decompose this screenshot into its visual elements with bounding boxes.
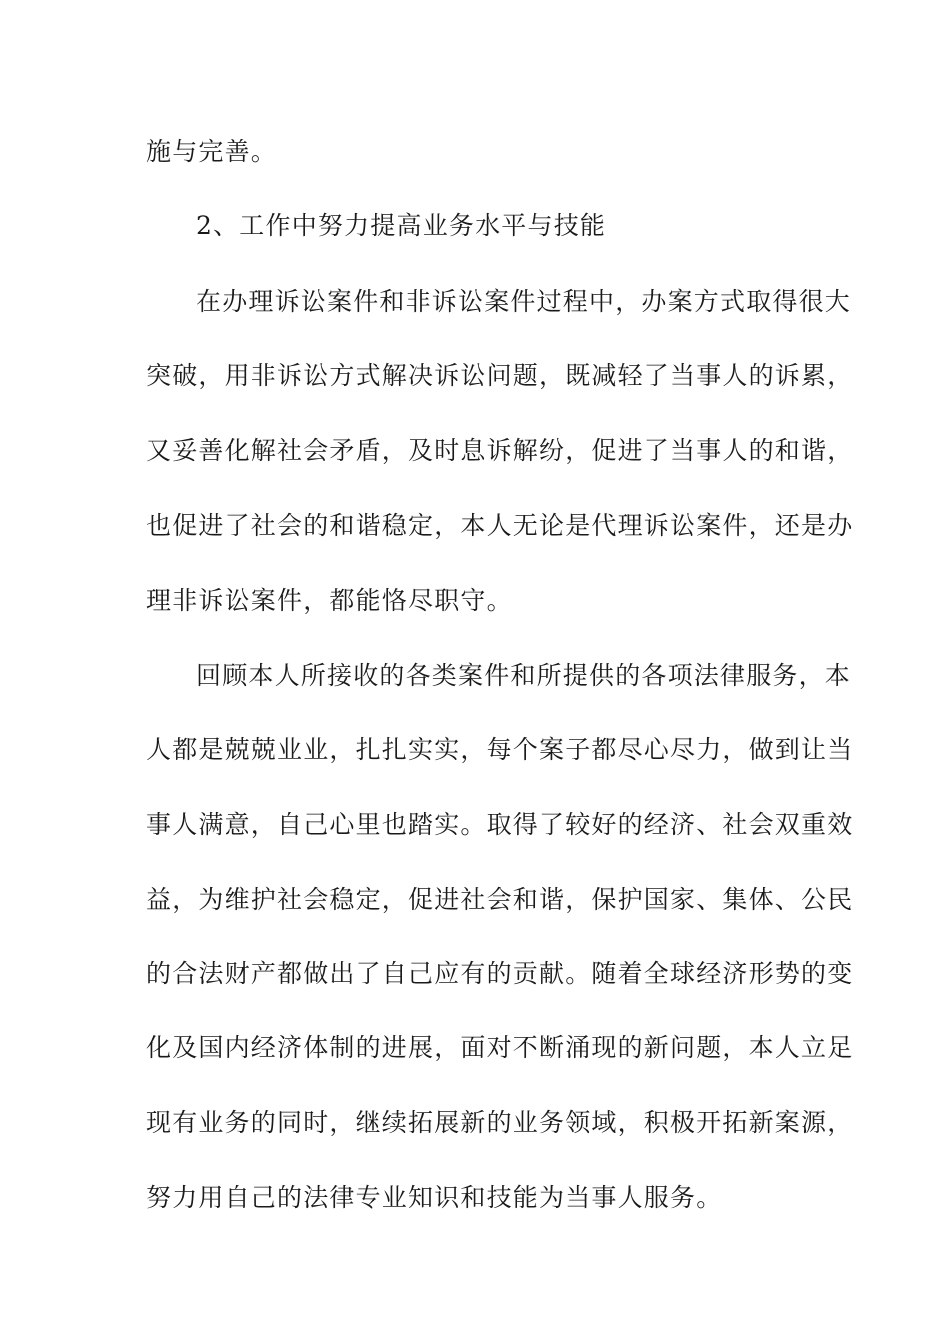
section-heading: 2、工作中努力提高业务水平与技能 [196, 211, 607, 240]
text-line: 的合法财产都做出了自己应有的贡献。随着全球经济形势的变 [146, 959, 854, 988]
text-line: 努力用自己的法律专业知识和技能为当事人服务。 [146, 1183, 723, 1212]
text-line: 现有业务的同时，继续拓展新的业务领域，积极开拓新案源， [146, 1108, 854, 1137]
text-line: 施与完善。 [146, 137, 278, 166]
text-line: 益，为维护社会稳定，促进社会和谐，保护国家、集体、公民 [146, 885, 854, 914]
text-line: 回顾本人所接收的各类案件和所提供的各项法律服务，本 [196, 661, 852, 690]
text-line: 人都是兢兢业业，扎扎实实，每个案子都尽心尽力，做到让当 [146, 735, 854, 764]
text-line: 化及国内经济体制的进展，面对不断涌现的新问题，本人立足 [146, 1033, 854, 1062]
text-line: 突破，用非诉讼方式解决诉讼问题，既减轻了当事人的诉累， [146, 361, 854, 390]
text-line: 又妥善化解社会矛盾，及时息诉解纷，促进了当事人的和谐， [146, 436, 854, 465]
text-line: 也促进了社会的和谐稳定，本人无论是代理诉讼案件，还是办 [146, 511, 854, 540]
text-line: 在办理诉讼案件和非诉讼案件过程中，办案方式取得很大 [196, 287, 852, 316]
text-line: 事人满意，自己心里也踏实。取得了较好的经济、社会双重效 [146, 810, 854, 839]
text-line: 理非诉讼案件，都能恪尽职守。 [146, 586, 513, 615]
